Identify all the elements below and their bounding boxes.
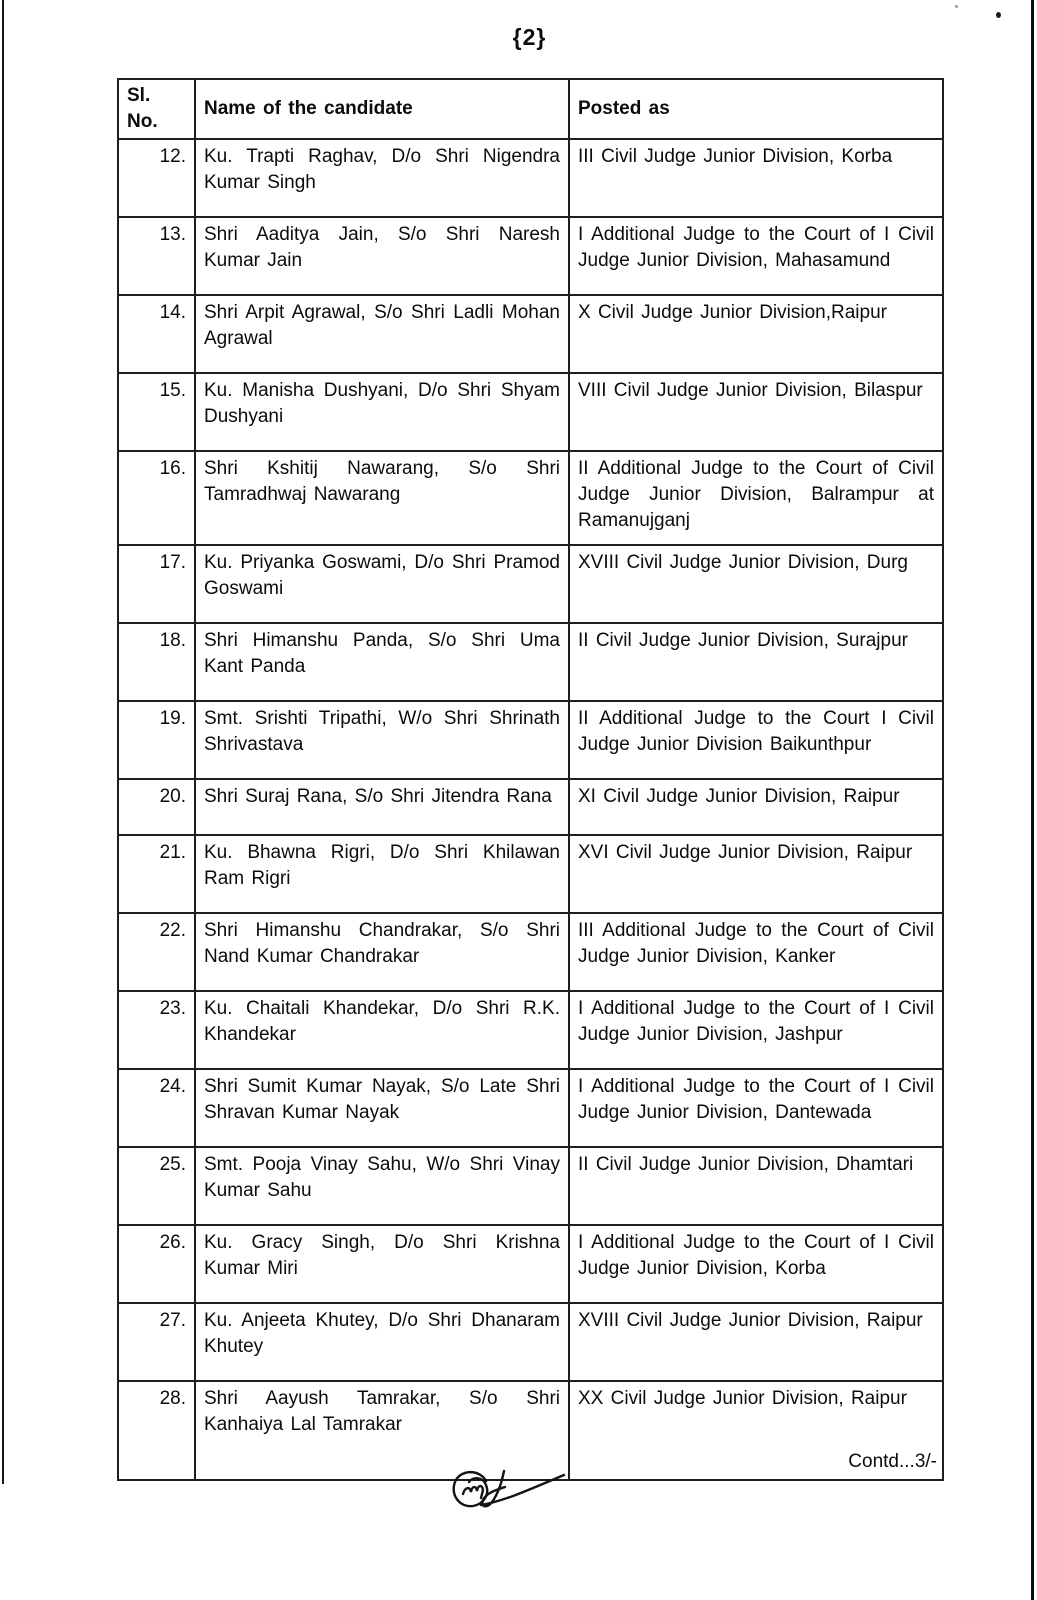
candidate-name-cell: Smt. Srishti Tripathi, W/o Shri Shrinath Shrivastava (195, 701, 569, 779)
posted-as-cell: XVIII Civil Judge Junior Division, Raipur (569, 1303, 943, 1381)
candidates-posting-table (117, 78, 944, 1481)
candidate-name-cell: Smt. Pooja Vinay Sahu, W/o Shri Vinay Kumar Sahu (195, 1147, 569, 1225)
sl-no-cell: 16. (118, 451, 195, 545)
header-candidate-name: Name of the candidate (195, 79, 569, 139)
candidate-name-cell: Shri Himanshu Panda, S/o Shri Uma Kant Panda (195, 623, 569, 701)
scan-speck-small (955, 5, 958, 8)
candidate-name-cell: Ku. Bhawna Rigri, D/o Shri Khilawan Ram Rigri (195, 835, 569, 913)
posted-as-cell: XX Civil Judge Junior Division, Raipur (569, 1381, 943, 1480)
candidate-name-cell: Ku. Gracy Singh, D/o Shri Krishna Kumar Miri (195, 1225, 569, 1303)
candidate-name-cell: Shri Suraj Rana, S/o Shri Jitendra Rana (195, 779, 569, 835)
sl-no-cell: 14. (118, 295, 195, 373)
scan-edge-right (1031, 0, 1034, 1600)
candidate-name-cell: Shri Aayush Tamrakar, S/o Shri Kanhaiya Lal Tamrakar (195, 1381, 569, 1480)
candidate-name-cell: Ku. Trapti Raghav, D/o Shri Nigendra Kumar Singh (195, 139, 569, 217)
page-number: {2} (512, 24, 547, 50)
table-row (118, 295, 943, 373)
table-header-row (118, 79, 943, 139)
sl-no-cell: 28. (118, 1381, 195, 1480)
table-row (118, 1147, 943, 1225)
table-row (118, 991, 943, 1069)
candidate-name-cell: Ku. Priyanka Goswami, D/o Shri Pramod Goswami (195, 545, 569, 623)
table-row (118, 779, 943, 835)
posted-as-cell: II Additional Judge to the Court I Civil Judge Junior Division Baikunthpur (569, 701, 943, 779)
header-sl-no: Sl. No. (118, 79, 195, 139)
table-row (118, 139, 943, 217)
handwritten-signature (447, 1464, 571, 1520)
candidate-name-cell: Shri Aaditya Jain, S/o Shri Naresh Kumar Jain (195, 217, 569, 295)
table-row (118, 545, 943, 623)
continuation-note: Contd...3/- (848, 1451, 937, 1472)
sl-no-cell: 15. (118, 373, 195, 451)
candidate-name-cell: Shri Arpit Agrawal, S/o Shri Ladli Mohan Agrawal (195, 295, 569, 373)
candidate-name-cell: Ku. Manisha Dushyani, D/o Shri Shyam Dushyani (195, 373, 569, 451)
candidate-name-cell: Ku. Anjeeta Khutey, D/o Shri Dhanaram Khutey (195, 1303, 569, 1381)
candidate-name-cell: Shri Kshitij Nawarang, S/o Shri Tamradhwaj Nawarang (195, 451, 569, 545)
sl-no-cell: 26. (118, 1225, 195, 1303)
sl-no-cell: 25. (118, 1147, 195, 1225)
posted-as-cell: I Additional Judge to the Court of I Civil Judge Junior Division, Mahasamund (569, 217, 943, 295)
table-row (118, 451, 943, 545)
posted-as-cell: XVIII Civil Judge Junior Division, Durg (569, 545, 943, 623)
sl-no-cell: 18. (118, 623, 195, 701)
sl-no-cell: 22. (118, 913, 195, 991)
header-posted-as: Posted as (569, 79, 943, 139)
sl-no-cell: 27. (118, 1303, 195, 1381)
posted-as-cell: XI Civil Judge Junior Division, Raipur (569, 779, 943, 835)
candidate-name-cell: Ku. Chaitali Khandekar, D/o Shri R.K. Khandekar (195, 991, 569, 1069)
table-row (118, 835, 943, 913)
candidate-name-cell: Shri Sumit Kumar Nayak, S/o Late Shri Shravan Kumar Nayak (195, 1069, 569, 1147)
table-row (118, 1225, 943, 1303)
posted-as-cell: II Civil Judge Junior Division, Surajpur (569, 623, 943, 701)
posted-as-cell: VIII Civil Judge Junior Division, Bilaspur (569, 373, 943, 451)
table-row (118, 1069, 943, 1147)
table-row (118, 217, 943, 295)
posted-as-cell: X Civil Judge Junior Division,Raipur (569, 295, 943, 373)
posted-as-cell: I Additional Judge to the Court of I Civil Judge Junior Division, Dantewada (569, 1069, 943, 1147)
sl-no-cell: 24. (118, 1069, 195, 1147)
posted-as-cell: III Civil Judge Junior Division, Korba (569, 139, 943, 217)
sl-no-cell: 13. (118, 217, 195, 295)
sl-no-cell: 20. (118, 779, 195, 835)
sl-no-cell: 21. (118, 835, 195, 913)
scan-edge-left (2, 0, 4, 1484)
posted-as-cell: II Civil Judge Junior Division, Dhamtari (569, 1147, 943, 1225)
sl-no-cell: 23. (118, 991, 195, 1069)
sl-no-cell: 12. (118, 139, 195, 217)
table-row (118, 1303, 943, 1381)
table-row (118, 373, 943, 451)
table-row (118, 623, 943, 701)
table-row (118, 913, 943, 991)
posted-as-cell: II Additional Judge to the Court of Civil Judge Junior Division, Balrampur at Ramanujganj (569, 451, 943, 545)
table-row (118, 701, 943, 779)
sl-no-cell: 19. (118, 701, 195, 779)
posted-as-cell: XVI Civil Judge Junior Division, Raipur (569, 835, 943, 913)
posted-as-cell: III Additional Judge to the Court of Civil Judge Junior Division, Kanker (569, 913, 943, 991)
posted-as-cell: I Additional Judge to the Court of I Civil Judge Junior Division, Jashpur (569, 991, 943, 1069)
scan-speck-dot (996, 12, 1001, 18)
posted-as-cell: I Additional Judge to the Court of I Civil Judge Junior Division, Korba (569, 1225, 943, 1303)
sl-no-cell: 17. (118, 545, 195, 623)
candidate-name-cell: Shri Himanshu Chandrakar, S/o Shri Nand Kumar Chandrakar (195, 913, 569, 991)
